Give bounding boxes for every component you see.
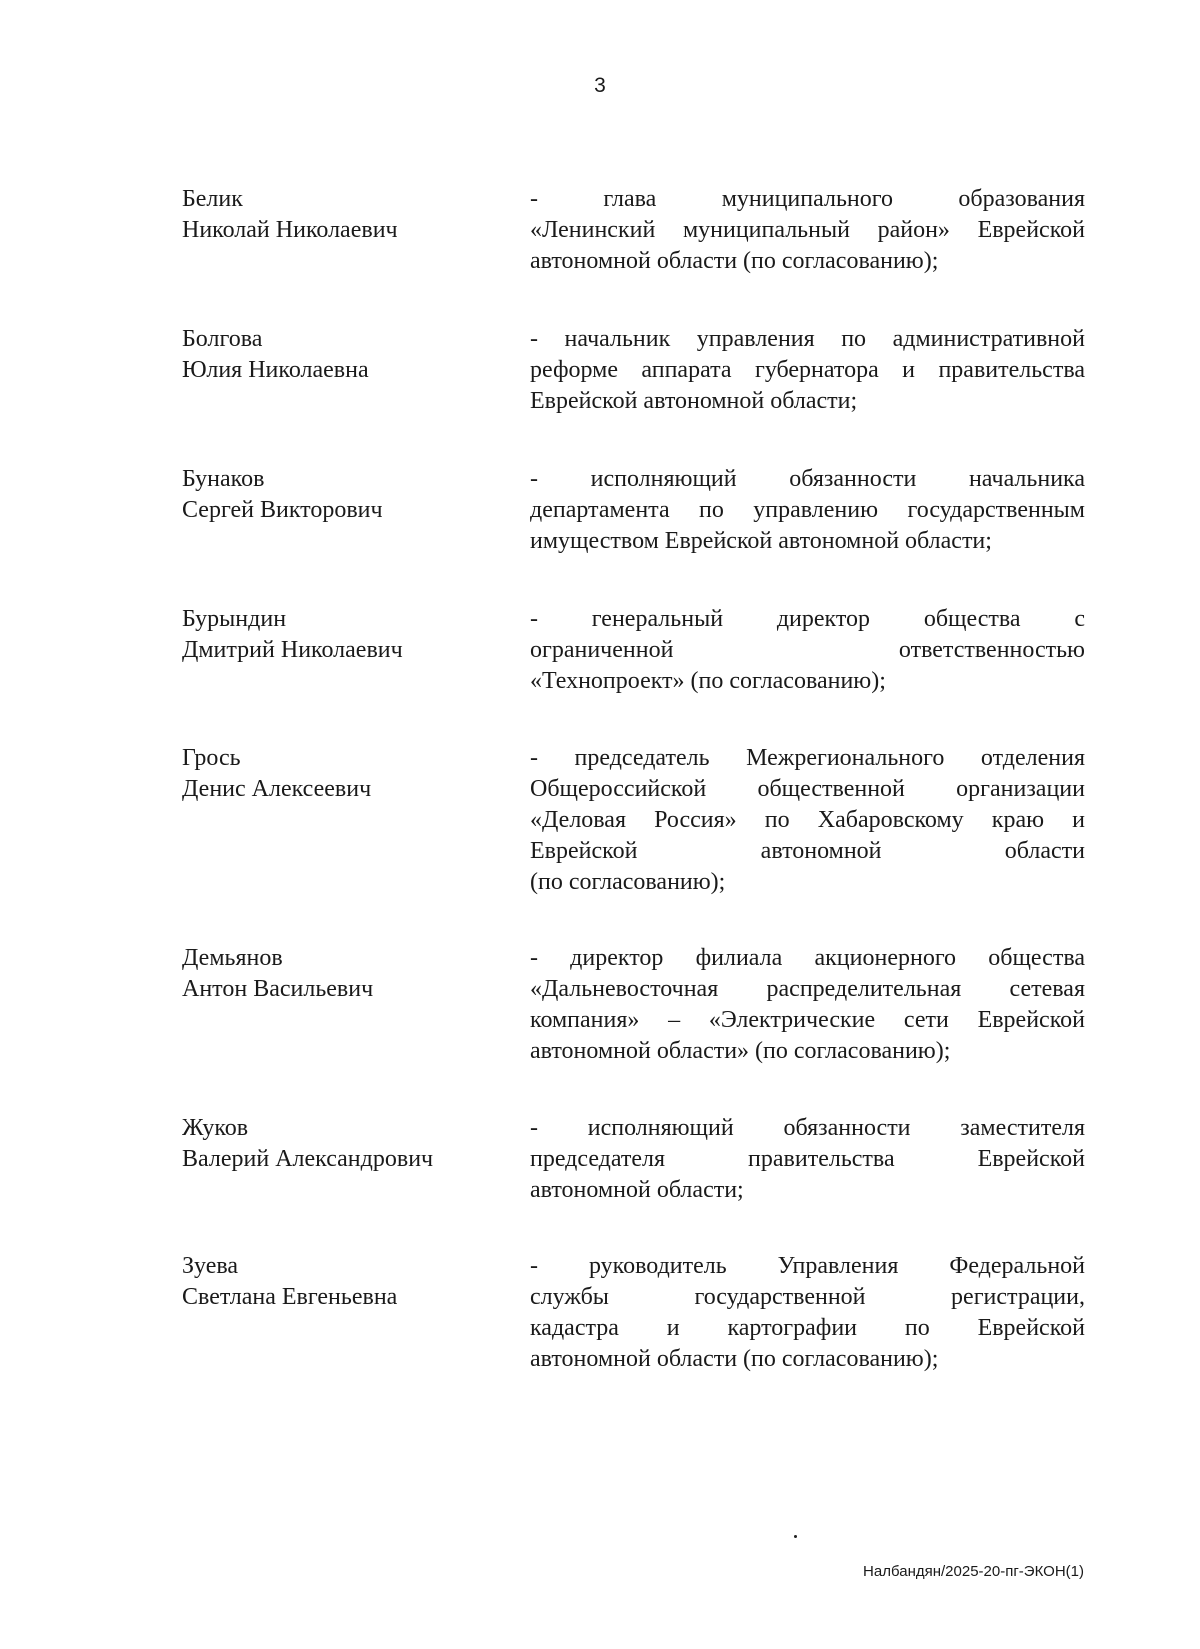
member-name: [182, 184, 502, 246]
member-role-line: департамента по управлению государственным: [530, 497, 1085, 523]
member-role-line: председателя правительства Еврейской: [530, 1146, 1085, 1172]
member-role: [530, 324, 1085, 417]
member-role-line: реформе аппарата губернатора и правительства: [530, 357, 1085, 383]
member-role: [530, 604, 1085, 697]
member-role-line: «Дальневосточная распределительная сетевая: [530, 976, 1085, 1002]
member-surname: Зуева: [182, 1253, 239, 1279]
member-surname: Жуков: [182, 1115, 249, 1141]
member-role: [530, 1113, 1085, 1206]
member-given-names: Сергей Викторович: [182, 497, 383, 523]
member-given-names: Юлия Николаевна: [182, 357, 369, 383]
member-role: [530, 1251, 1085, 1375]
member-given-names: Светлана Евгеньевна: [182, 1284, 398, 1310]
member-name: [182, 464, 502, 526]
member-surname: Демьянов: [182, 945, 283, 971]
member-role-line: - начальник управления по административной: [530, 326, 1085, 352]
member-name: [182, 743, 502, 805]
member-given-names: Николай Николаевич: [182, 217, 398, 243]
member-role: [530, 464, 1085, 557]
member-role-line: - исполняющий обязанности заместителя: [530, 1115, 1085, 1141]
member-role-line: - генеральный директор общества с: [530, 606, 1085, 632]
member-role-line: имуществом Еврейской автономной области;: [530, 528, 992, 554]
member-given-names: Антон Васильевич: [182, 976, 374, 1002]
member-surname: Бурындин: [182, 606, 287, 632]
member-role-line: - директор филиала акционерного общества: [530, 945, 1085, 971]
member-role-line: автономной области (по согласованию);: [530, 248, 939, 274]
member-role-line: Общероссийской общественной организации: [530, 776, 1085, 802]
member-role-line: службы государственной регистрации,: [530, 1284, 1085, 1310]
member-role-line: - исполняющий обязанности начальника: [530, 466, 1085, 492]
member-given-names: Денис Алексеевич: [182, 776, 372, 802]
member-role-line: - руководитель Управления Федеральной: [530, 1253, 1085, 1279]
member-role-line: автономной области;: [530, 1177, 744, 1203]
member-role-line: «Ленинский муниципальный район» Еврейской: [530, 217, 1085, 243]
member-role-line: Еврейской автономной области: [530, 838, 1085, 864]
member-role-line: (по согласованию);: [530, 869, 726, 895]
member-surname: Бунаков: [182, 466, 265, 492]
member-role-line: кадастра и картографии по Еврейской: [530, 1315, 1085, 1341]
member-role-line: - председатель Межрегионального отделения: [530, 745, 1085, 771]
member-role: [530, 743, 1085, 898]
member-given-names: Дмитрий Николаевич: [182, 637, 403, 663]
member-role-line: ограниченной ответственностью: [530, 637, 1085, 663]
member-role: [530, 184, 1085, 277]
member-given-names: Валерий Александрович: [182, 1146, 434, 1172]
member-role-line: - глава муниципального образования: [530, 186, 1085, 212]
page-number: 3: [594, 74, 606, 97]
member-name: [182, 1251, 502, 1313]
member-name: [182, 604, 502, 666]
member-role-line: Еврейской автономной области;: [530, 388, 858, 414]
member-role: [530, 943, 1085, 1067]
scan-artifact-dot: [794, 1535, 797, 1538]
document-footer-code: Налбандян/2025-20-пг-ЭКОН(1): [863, 1563, 1084, 1580]
member-name: [182, 324, 502, 386]
member-role-line: автономной области» (по согласованию);: [530, 1038, 951, 1064]
member-role-line: «Деловая Россия» по Хабаровскому краю и: [530, 807, 1085, 833]
member-role-line: компания» – «Электрические сети Еврейской: [530, 1007, 1085, 1033]
member-name: [182, 943, 502, 1005]
member-role-line: «Технопроект» (по согласованию);: [530, 668, 886, 694]
member-surname: Грось: [182, 745, 241, 771]
member-role-line: автономной области (по согласованию);: [530, 1346, 939, 1372]
member-surname: Белик: [182, 186, 243, 212]
member-surname: Болгова: [182, 326, 263, 352]
member-name: [182, 1113, 502, 1175]
